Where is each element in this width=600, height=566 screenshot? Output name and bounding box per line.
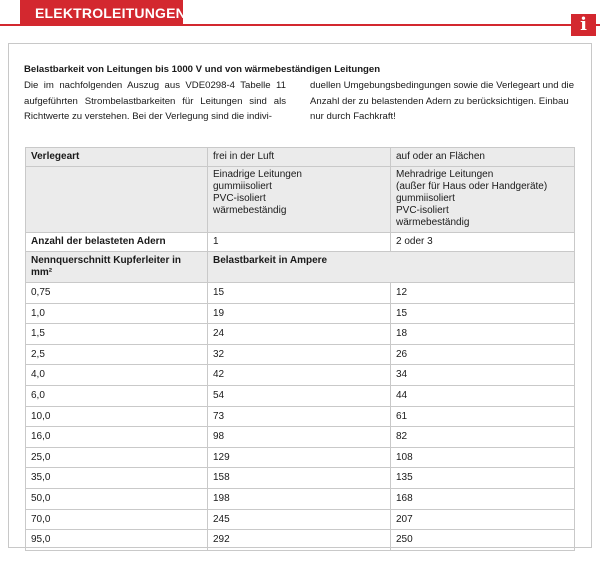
surface-cell: 44: [391, 385, 575, 406]
free-air-cell: 54: [208, 385, 391, 406]
cross-section-cell: 1,0: [26, 303, 208, 324]
capacity-label: Belastbarkeit in Ampere: [208, 252, 575, 283]
cross-section-cell: 16,0: [26, 427, 208, 448]
table-row: [26, 447, 575, 468]
free-air-cell: 158: [208, 468, 391, 489]
table-row: [26, 530, 575, 551]
table-row: [26, 365, 575, 386]
table-row: [26, 468, 575, 489]
cross-section-cell: 25,0: [26, 447, 208, 468]
info-icon: i: [571, 14, 596, 36]
table-row: [26, 324, 575, 345]
cross-section-cell: 4,0: [26, 365, 208, 386]
surface-cell: 250: [391, 530, 575, 551]
intro-title: Belastbarkeit von Leitungen bis 1000 V und von wärmebeständigen Leitungen: [24, 64, 381, 75]
intro-text-left: Die im nachfolgenden Auszug aus VDE0298-4 Tabelle 11 aufgeführten Strombelastbarkeiten für Leitungen sind als Richtwerte zu verstehen. Bei der Verlegung sind die indivi-: [24, 80, 286, 122]
col2-heading: auf oder an Flächen: [391, 148, 575, 167]
free-air-cell: 15: [208, 283, 391, 304]
surface-cell: 12: [391, 283, 575, 304]
table-row: [26, 283, 575, 304]
header-row-description: [26, 167, 575, 233]
free-air-cell: 42: [208, 365, 391, 386]
free-air-cell: 73: [208, 406, 391, 427]
table-row: [26, 427, 575, 448]
free-air-cell: 129: [208, 447, 391, 468]
section-title: ELEKTROLEITUNGEN: [35, 5, 186, 21]
cross-section-cell: 2,5: [26, 344, 208, 365]
free-air-cell: 32: [208, 344, 391, 365]
free-air-cell: 198: [208, 488, 391, 509]
free-air-cell: 24: [208, 324, 391, 345]
cross-section-cell: 95,0: [26, 530, 208, 551]
surface-cell: 168: [391, 488, 575, 509]
cross-section-label: Nennquerschnitt Kupferleiter in mm²: [26, 252, 208, 283]
col2-description: Mehradrige Leitungen (außer für Haus oder Handgeräte) gummiisoliert PVC-isoliert wärmebeständig: [391, 167, 575, 233]
free-air-cell: 19: [208, 303, 391, 324]
cross-section-cell: 10,0: [26, 406, 208, 427]
adern-col1: 1: [208, 233, 391, 252]
cross-section-cell: 35,0: [26, 468, 208, 489]
cross-section-cell: 50,0: [26, 488, 208, 509]
cross-section-cell: 0,75: [26, 283, 208, 304]
adern-col2: 2 oder 3: [391, 233, 575, 252]
col1-heading: frei in der Luft: [208, 148, 391, 167]
table-row: [26, 406, 575, 427]
table-row: [26, 303, 575, 324]
free-air-cell: 292: [208, 530, 391, 551]
cross-section-cell: 6,0: [26, 385, 208, 406]
surface-cell: 135: [391, 468, 575, 489]
cross-section-cell: 1,5: [26, 324, 208, 345]
free-air-cell: 245: [208, 509, 391, 530]
description-spacer: [26, 167, 208, 233]
free-air-cell: 98: [208, 427, 391, 448]
section-tag: [20, 0, 186, 26]
surface-cell: 18: [391, 324, 575, 345]
col1-description: Einadrige Leitungen gummiisoliert PVC-isoliert wärmebeständig: [208, 167, 391, 233]
surface-cell: 207: [391, 509, 575, 530]
adern-row: [26, 233, 575, 252]
header-row-verlegeart: [26, 148, 575, 167]
table-row: [26, 344, 575, 365]
table-row: [26, 488, 575, 509]
surface-cell: 34: [391, 365, 575, 386]
surface-cell: 61: [391, 406, 575, 427]
surface-cell: 26: [391, 344, 575, 365]
table-row: [26, 509, 575, 530]
capacity-table: [25, 147, 575, 551]
surface-cell: 108: [391, 447, 575, 468]
adern-label: Anzahl der belasteten Adern: [26, 233, 208, 252]
verlegeart-label: Verlegeart: [26, 148, 208, 167]
section-header-row: [26, 252, 575, 283]
surface-cell: 15: [391, 303, 575, 324]
cross-section-cell: 70,0: [26, 509, 208, 530]
table-row: [26, 385, 575, 406]
intro-text-right: duellen Umgebungsbedingungen sowie die Verlegeart und die Anzahl der zu belastenden Adern zu berücksichtigen. Einbau nur durch Fachkraft!: [310, 80, 575, 122]
surface-cell: 82: [391, 427, 575, 448]
